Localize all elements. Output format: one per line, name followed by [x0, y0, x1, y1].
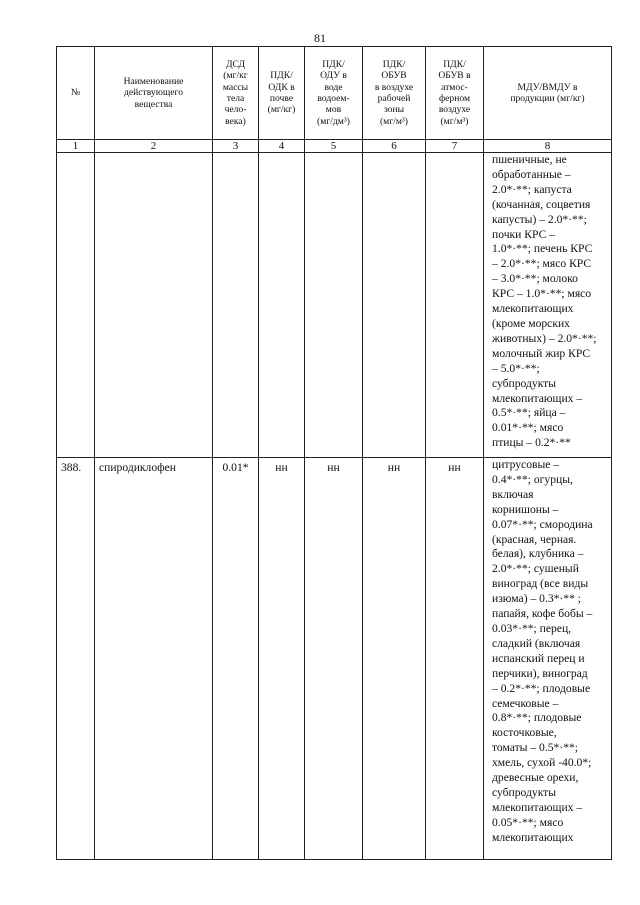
mdu-line: испанский перец и [492, 651, 585, 665]
mdu-line: молочный жир КРС [492, 346, 591, 360]
mdu-text [492, 153, 608, 451]
work-air-value [363, 153, 426, 458]
header-line: ПДК/ [270, 70, 293, 82]
header-line: почве [269, 93, 294, 104]
header-row [57, 47, 612, 140]
mdu-text [492, 458, 608, 846]
page-number: 81 [314, 31, 326, 45]
mdu-cell [484, 458, 612, 860]
mdu-line: томаты – 0.5*·**; [492, 741, 579, 755]
mdu-line: – 3.0*·**; молоко [492, 272, 578, 286]
column-number: 2 [95, 140, 213, 153]
mdu-line: 0.03*·**; перец, [492, 621, 572, 635]
mdu-line: животных) – 2.0*·**; [492, 331, 597, 345]
substance-name [95, 153, 213, 458]
mdu-line: (кочанная, соцветия [492, 197, 591, 211]
header-line: ОДУ в [320, 70, 347, 82]
header-line: в воздухе [374, 81, 414, 93]
column-number: 8 [484, 140, 612, 153]
mdu-line: 0.05*·**; мясо [492, 815, 564, 829]
column-number: 3 [213, 140, 259, 153]
header-line: ОБУВ [381, 70, 407, 82]
mdu-line: сладкий (включая [492, 636, 581, 650]
dsd-value: 0.01* [213, 458, 259, 860]
mdu-line: млекопитающих [492, 830, 574, 844]
mdu-line: субпродукты [492, 785, 557, 799]
header-line: (мг/кг) [267, 104, 296, 116]
mdu-line: хмель, сухой -40.0*; [492, 756, 592, 770]
row-number: 388. [57, 458, 95, 860]
mdu-line: млекопитающих – [492, 391, 583, 405]
atm-air-value [426, 153, 484, 458]
mdu-line: капусты) – 2.0*·**; [492, 212, 587, 226]
mdu-line: птицы – 0.2*·** [492, 436, 571, 450]
header-line: ОДК в [268, 81, 295, 93]
header-line: воздухе [438, 104, 471, 116]
header-line: воде [324, 81, 343, 93]
mdu-line: виноград (все виды [492, 577, 589, 591]
mdu-line: – 5.0*·**; [492, 361, 540, 375]
mdu-line: млекопитающих [492, 302, 574, 316]
mdu-line: 0.4*·**; огурцы, [492, 472, 573, 486]
mdu-line: 1.0*·**; печень КРС [492, 242, 593, 256]
mdu-line: косточковые, [492, 726, 557, 740]
mdu-line: цитрусовые – [492, 458, 560, 471]
work-air-value: нн [363, 458, 426, 860]
header-line: (мг/м³) [440, 115, 469, 127]
mdu-line: 0.07*·**; смородина [492, 517, 593, 531]
header-line: тела [226, 93, 245, 104]
header-line: рабочей [377, 93, 411, 104]
header-line: Наименование [123, 76, 184, 88]
header-cell [484, 47, 612, 140]
header-line: мов [325, 104, 342, 116]
row-number [57, 153, 95, 458]
mdu-line: почки КРС – [492, 227, 556, 241]
dsd-value [213, 153, 259, 458]
header-line: атмос- [441, 81, 468, 93]
substances-table [56, 46, 612, 860]
header-line: (мг/дм³) [317, 115, 350, 127]
soil-value: нн [259, 458, 305, 860]
mdu-line: перчики), виноград [492, 666, 588, 680]
mdu-line: (красная, черная. [492, 532, 577, 546]
header-line: ПДК/ [382, 59, 406, 71]
mdu-cell [484, 153, 612, 458]
header-cell [57, 47, 95, 140]
table-row [57, 153, 612, 458]
header-line: вещества [134, 98, 173, 110]
mdu-line: корнишоны – [492, 502, 559, 516]
mdu-line: пшеничные, не [492, 153, 567, 166]
header-line: века) [225, 115, 246, 127]
table-row [57, 458, 612, 860]
header-line: № [70, 87, 81, 99]
header-line: (мг/м³) [379, 115, 408, 127]
mdu-line: 0.8*·**; плодовые [492, 711, 582, 725]
mdu-line: 0.5*·**; яйца – [492, 406, 566, 420]
header-cell [95, 47, 213, 140]
header-line: МДУ/ВМДУ в [517, 81, 578, 93]
header-cell [363, 47, 426, 140]
header-line: (мг/кг [223, 70, 248, 82]
mdu-line: млекопитающих – [492, 800, 583, 814]
mdu-line: древесные орехи, [492, 771, 579, 785]
mdu-line: обработанные – [492, 167, 571, 181]
mdu-line: белая), клубника – [492, 547, 584, 561]
header-line: ферном [438, 93, 471, 104]
header-line: ПДК/ [443, 59, 466, 71]
mdu-line: (кроме морских [492, 316, 570, 330]
mdu-line: КРС – 1.0*·**; мясо [492, 287, 592, 301]
mdu-line: 2.0*·**; капуста [492, 182, 572, 196]
header-line: ДСД [225, 59, 245, 71]
header-line: водоем- [317, 93, 350, 104]
mdu-line: семечковые – [492, 696, 559, 710]
header-cell [426, 47, 484, 140]
column-number: 1 [57, 140, 95, 153]
water-value [305, 153, 363, 458]
mdu-line: папайя, кофе бобы – [492, 607, 593, 621]
column-number: 5 [305, 140, 363, 153]
mdu-line: включая [492, 487, 534, 501]
header-cell [213, 47, 259, 140]
water-value: нн [305, 458, 363, 860]
header-cell [305, 47, 363, 140]
header-line: продукции (мг/кг) [510, 93, 585, 104]
atm-air-value: нн [426, 458, 484, 860]
header-line: зоны [383, 104, 405, 116]
substance-name: спиродиклофен [95, 458, 213, 860]
column-number: 7 [426, 140, 484, 153]
header-cell [259, 47, 305, 140]
header-line: ОБУВ в [438, 70, 471, 82]
column-number: 6 [363, 140, 426, 153]
column-number: 4 [259, 140, 305, 153]
column-number-row [57, 140, 612, 153]
mdu-line: изюма) – 0.3*·** ; [492, 592, 582, 606]
mdu-line: – 0.2*·**; плодовые [492, 681, 591, 695]
mdu-line: 2.0*·**; сушеный [492, 562, 579, 576]
mdu-line: 0.01*·**; мясо [492, 421, 564, 435]
header-line: чело- [224, 104, 247, 116]
header-line: массы [222, 81, 249, 93]
header-line: действующего [123, 87, 184, 99]
mdu-line: субпродукты [492, 376, 557, 390]
mdu-line: – 2.0*·**; мясо КРС [492, 257, 592, 271]
soil-value [259, 153, 305, 458]
header-line: ПДК/ [322, 59, 345, 71]
